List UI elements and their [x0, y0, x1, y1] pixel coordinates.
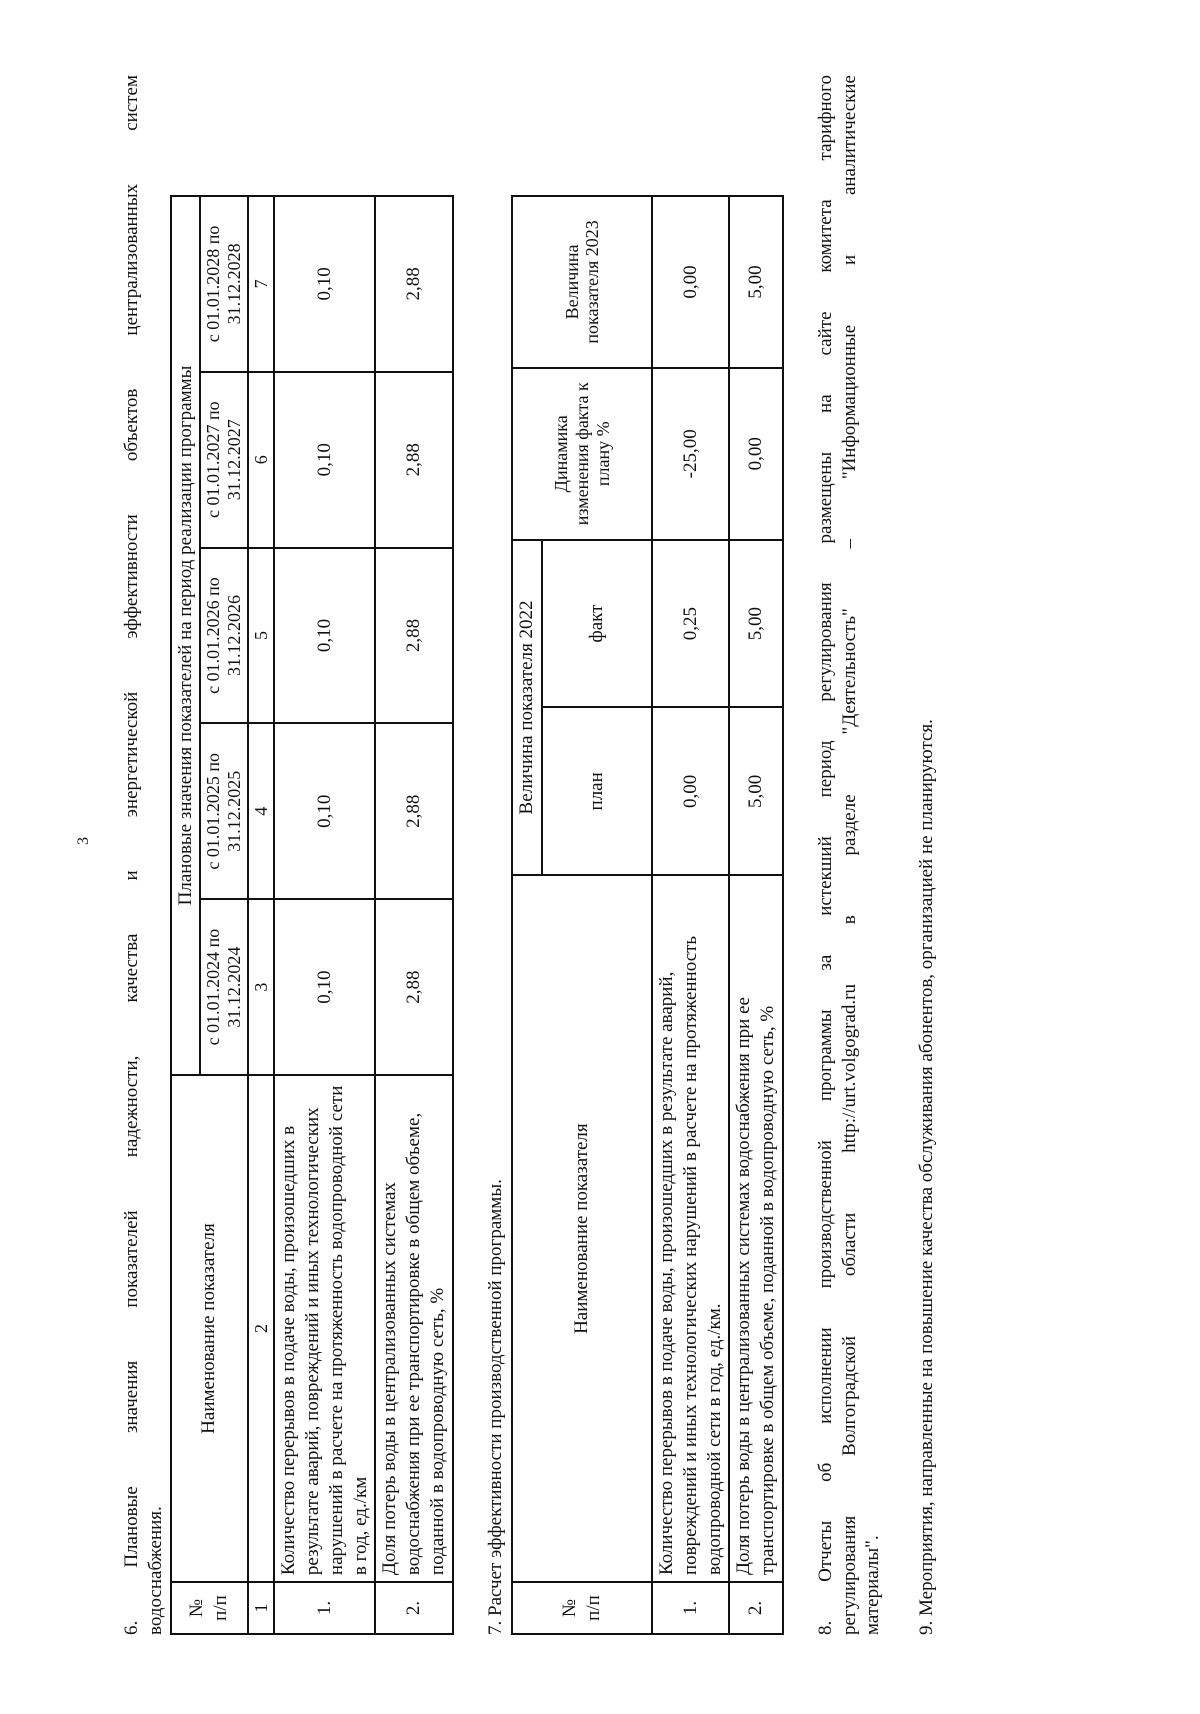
value-cell: 2,88: [375, 723, 452, 899]
indicator-name: Доля потерь воды в централизованных системах водоснабжения при ее транспортировке в общем объеме, поданной в водопроводную сеть, %: [375, 1075, 452, 1582]
section9-text: 9. Мероприятия, направленные на повышение качества обслуживания абонентов, организацией не планируются.: [916, 719, 938, 1635]
fact-header: факт: [542, 540, 652, 708]
value-cell: 2,88: [375, 548, 452, 724]
section8-line3: материалы".: [862, 1535, 884, 1635]
row-number: 1.: [652, 1582, 729, 1634]
value-cell: 2,88: [375, 196, 452, 372]
period-header: с 01.01.2026 по 31.12.2026: [200, 548, 247, 724]
fact-value: 0,25: [652, 540, 729, 708]
table-row: [274, 196, 375, 1634]
indicator-name: Количество перерывов в подаче воды, произошедших в результате аварий, повреждений и иных технологических нарушений в расчете на протяженность водопроводной сети в год, ед./км.: [652, 875, 729, 1582]
col-number: 6: [248, 372, 275, 548]
plan-value: 0,00: [652, 707, 729, 875]
row-number: 1.: [274, 1582, 375, 1634]
fact-value: 5,00: [729, 540, 783, 708]
section6-title-line1: 6. Плановые значения показателей надежности, качества и энергетической эффективности объектов централизованных систем: [121, 75, 142, 1635]
col-num-header: № п/п: [171, 1582, 248, 1634]
section8-line2: регулирования Волгоградской области http://urt.volgograd.ru в разделе "Деятельность" – "Информационные и аналитические: [838, 75, 860, 1635]
value-2022-header: Величина показателя 2022: [512, 540, 542, 876]
period-header: с 01.01.2028 по 31.12.2028: [200, 196, 247, 372]
indicator-name: Количество перерывов в подаче воды, произошедших в результате аварий, повреждений и иных технологических нарушений в расчете на протяженность водопроводной сети в год, ед./км: [274, 1075, 375, 1582]
page-number: 3: [75, 837, 92, 845]
value-cell: 2,88: [375, 372, 452, 548]
table-row: [652, 196, 729, 1634]
col-number: 7: [248, 196, 275, 372]
planned-group-header: Плановые значения показателей на период реализации программы: [171, 196, 201, 1075]
dynamics-value: 0,00: [729, 368, 783, 540]
dynamics-value: -25,00: [652, 368, 729, 540]
value-cell: 0,10: [274, 548, 375, 724]
value-2023: 5,00: [729, 196, 783, 368]
value-cell: 0,10: [274, 372, 375, 548]
col-name-header: Наименование показателя: [512, 875, 652, 1582]
value-2023-header: Величина показателя 2023: [512, 196, 652, 368]
plan-header: план: [542, 707, 652, 875]
col-number: 5: [248, 548, 275, 724]
indicator-name: Доля потерь воды в централизованных системах водоснабжения при ее транспортировке в общем объеме, поданной в водопроводную сеть, %: [729, 875, 783, 1582]
value-cell: 0,10: [274, 196, 375, 372]
table-row: [375, 196, 452, 1634]
rotated-page-content: [120, 75, 1170, 1635]
value-2023: 0,00: [652, 196, 729, 368]
planned-values-table: [170, 195, 454, 1635]
value-cell: 2,88: [375, 899, 452, 1075]
section6-title-line2: водоснабжения.: [144, 1506, 166, 1635]
row-number: 2.: [729, 1582, 783, 1634]
col-number: 2: [248, 1075, 275, 1582]
row-number: 2.: [375, 1582, 452, 1634]
dynamics-header: Динамика изменения факта к плану %: [512, 368, 652, 540]
period-header: с 01.01.2024 по 31.12.2024: [200, 899, 247, 1075]
plan-value: 5,00: [729, 707, 783, 875]
col-number: 3: [248, 899, 275, 1075]
period-header: с 01.01.2025 по 31.12.2025: [200, 723, 247, 899]
table-row: [729, 196, 783, 1634]
col-number: 1: [248, 1582, 275, 1634]
value-cell: 0,10: [274, 723, 375, 899]
efficiency-table: [511, 195, 784, 1635]
col-name-header: Наименование показателя: [171, 1075, 248, 1582]
col-num-header: № п/п: [512, 1582, 652, 1634]
section7-title: 7. Расчет эффективности производственной программы.: [484, 1179, 506, 1635]
col-number: 4: [248, 723, 275, 899]
value-cell: 0,10: [274, 899, 375, 1075]
period-header: с 01.01.2027 по 31.12.2027: [200, 372, 247, 548]
section8-line1: 8. Отчеты об исполнении производственной программы за истекший период регулирования размещены на сайте комитета тарифного: [814, 75, 836, 1635]
